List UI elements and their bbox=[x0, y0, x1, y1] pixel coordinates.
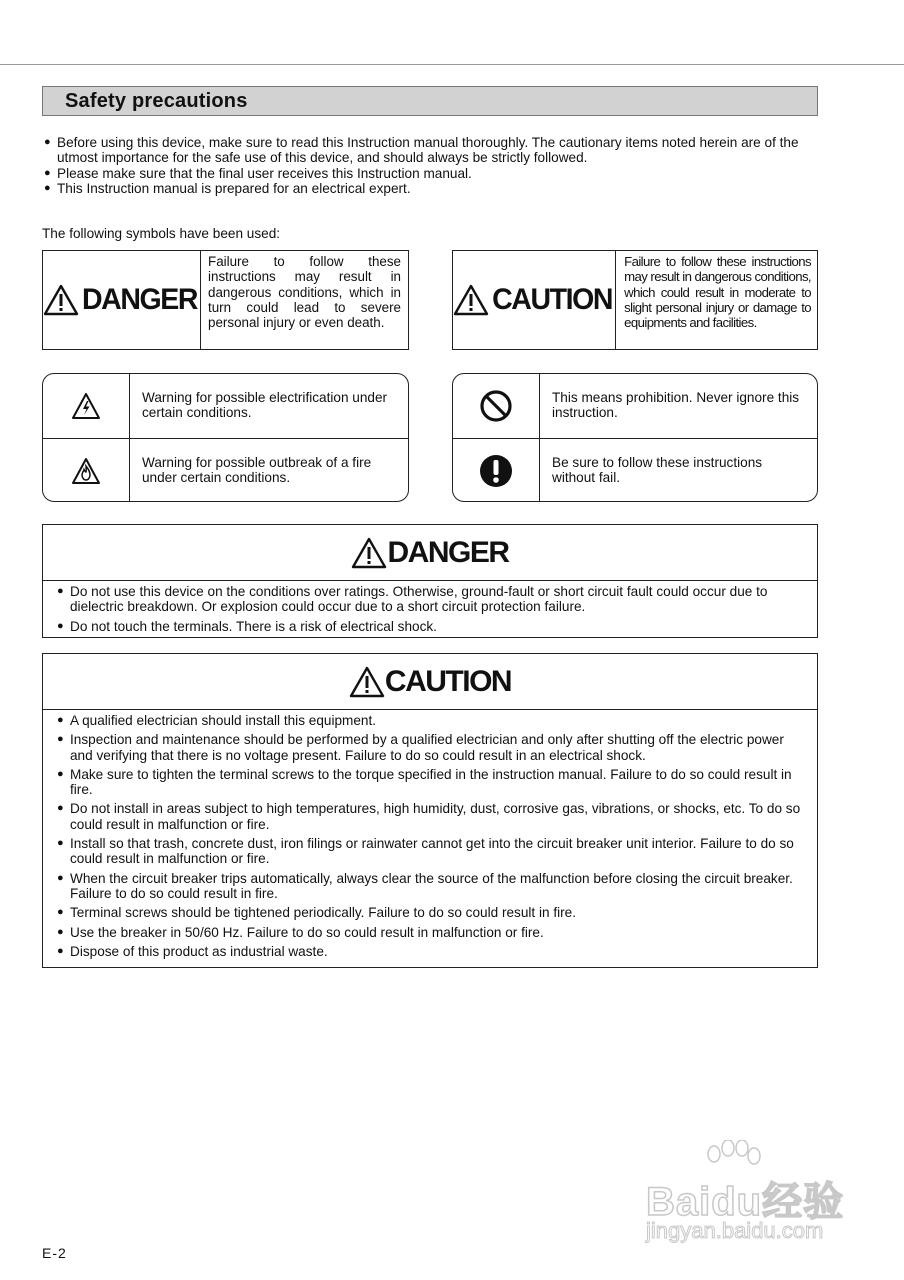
caution-box-heading: CAUTION bbox=[43, 654, 817, 710]
symbol-table-right bbox=[452, 373, 818, 502]
warning-triangle-icon bbox=[43, 284, 79, 316]
caution-item: ● Make sure to tighten the terminal screws to the torque specified in the instruction manual. Failure to do so could result in fire. bbox=[57, 766, 792, 798]
symbol-description: Warning for possible outbreak of a fire under certain conditions. bbox=[142, 455, 372, 486]
caution-item: ● Dispose of this product as industrial waste. bbox=[57, 943, 328, 959]
caution-item: ● Do not install in areas subject to high temperatures, high humidity, dust, corrosive gas, vibrations, or shocks, etc. To do so could result in malfunction or fire. bbox=[57, 801, 801, 832]
warning-triangle-icon bbox=[349, 666, 385, 698]
symbol-row bbox=[43, 374, 408, 438]
watermark-url: jingyan.baidu.com bbox=[646, 1218, 824, 1243]
fire-warning-icon bbox=[71, 457, 101, 485]
intro-list bbox=[44, 135, 824, 197]
watermark-logo: Baidu经验 bbox=[646, 1180, 845, 1224]
symbol-row bbox=[453, 374, 817, 438]
caution-item: ● Install so that trash, concrete dust, iron filings or rainwater cannot get into the circuit breaker unit interior. Failure to do so could result in malfunction or fire. bbox=[57, 836, 794, 867]
caution-item: ● When the circuit breaker trips automatically, always clear the source of the malfunction before closing the circuit breaker. Failure to do so could result in fire. bbox=[57, 870, 793, 901]
symbol-row bbox=[43, 438, 408, 502]
danger-box bbox=[42, 524, 818, 638]
intro-bullet: ● Before using this device, make sure to read this Instruction manual thoroughly. The cautionary items noted herein are of the utmost importance for the safe use of this device, and should always be strictly followed. bbox=[44, 135, 799, 166]
intro-bullet: ● This Instruction manual is prepared for an electrical expert. bbox=[44, 181, 411, 197]
top-rule bbox=[0, 64, 904, 65]
page-title: Safety precautions bbox=[65, 90, 248, 112]
danger-signal-box bbox=[42, 250, 409, 350]
caution-item: ● A qualified electrician should install this equipment. bbox=[57, 713, 377, 728]
danger-description: Failure to follow these instructions may result in dangerous conditions, which in turn could lead to severe personal injury or even death. bbox=[208, 254, 401, 331]
symbol-row bbox=[453, 438, 817, 502]
caution-item: ● Use the breaker in 50/60 Hz. Failure to do so could result in malfunction or fire. bbox=[57, 924, 544, 940]
symbol-description: Warning for possible electrification under certain conditions. bbox=[142, 390, 388, 421]
intro-bullet: ● Please make sure that the final user receives this Instruction manual. bbox=[44, 165, 472, 181]
caution-box bbox=[42, 653, 818, 968]
caution-item: ● Inspection and maintenance should be performed by a qualified electrician and only after shutting off the electric power and verifying that there is no voltage present. Failure to do so could result in an electrical shock. bbox=[57, 732, 784, 763]
danger-box-heading: DANGER bbox=[43, 525, 817, 581]
caution-item: ● Terminal screws should be tightened periodically. Failure to do so could result in fire. bbox=[57, 905, 576, 921]
warning-triangle-icon bbox=[351, 537, 387, 569]
prohibition-icon bbox=[479, 389, 513, 423]
danger-item: ● Do not touch the terminals. There is a risk of electrical shock. bbox=[57, 618, 437, 634]
symbols-lead: The following symbols have been used: bbox=[42, 226, 281, 241]
danger-label: DANGER bbox=[43, 251, 201, 349]
mandatory-icon bbox=[479, 454, 513, 488]
baidu-watermark bbox=[642, 1140, 852, 1250]
symbol-description: Be sure to follow these instructions without fail. bbox=[552, 455, 763, 486]
caution-description: Failure to follow these instructions may result in dangerous conditions, which could result in moderate to slight personal injury or damage to equipments and facilities. bbox=[624, 254, 811, 331]
symbol-table-left bbox=[42, 373, 409, 502]
caution-signal-box bbox=[452, 250, 818, 350]
symbol-description: This means prohibition. Never ignore this instruction. bbox=[552, 390, 800, 421]
warning-triangle-icon bbox=[453, 284, 489, 316]
danger-item: ● Do not use this device on the conditions over ratings. Otherwise, ground-fault or short circuit fault could occur due to dielectric breakdown. Or explosion could occur due to a short circuit protection failure. bbox=[57, 584, 768, 615]
electrification-warning-icon bbox=[71, 392, 101, 420]
section-title-bar bbox=[42, 86, 818, 116]
page-number: E-2 bbox=[42, 1245, 67, 1261]
caution-label: CAUTION bbox=[453, 251, 616, 349]
